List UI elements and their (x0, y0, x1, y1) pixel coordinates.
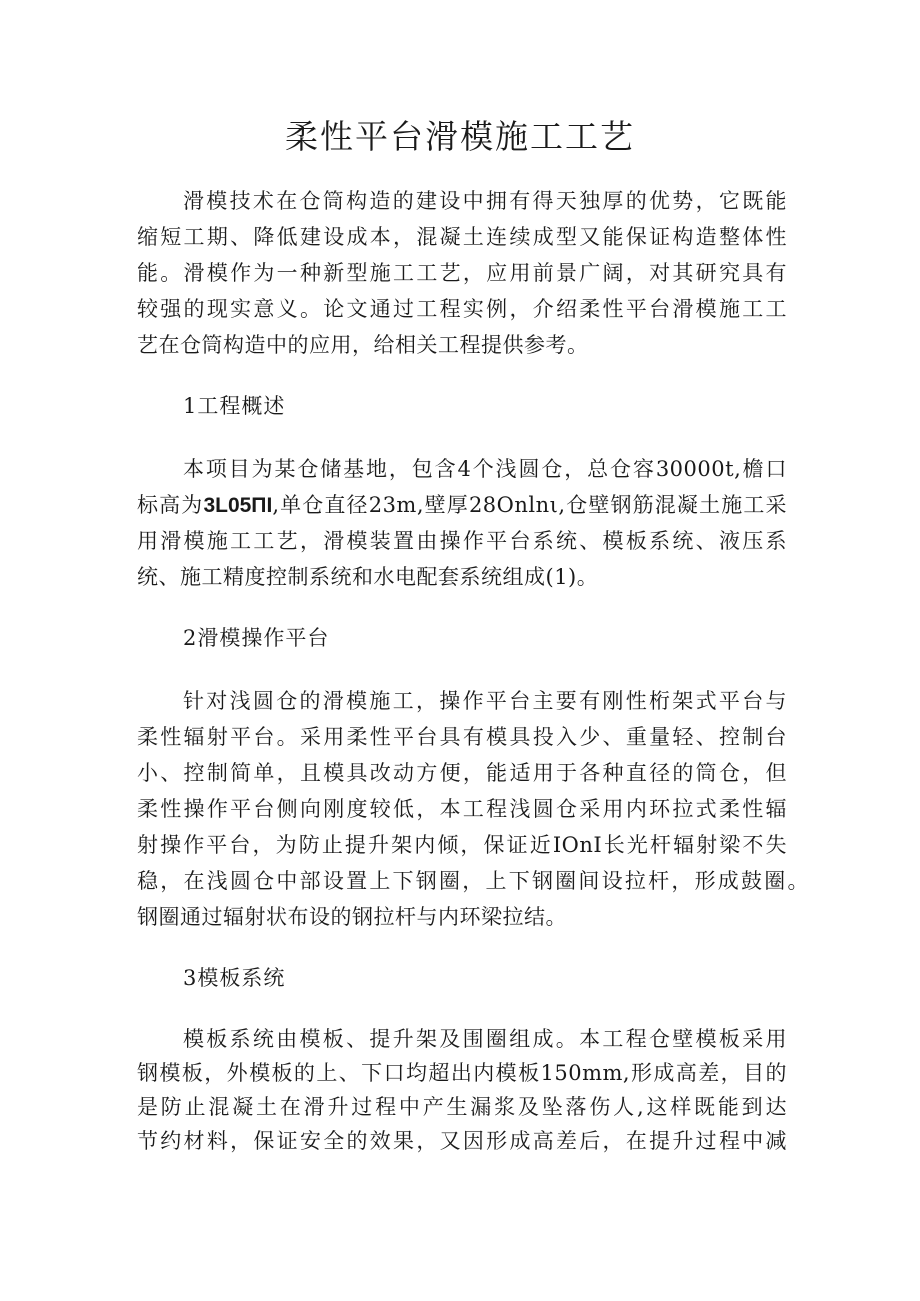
section2-line-2: 柔性辐射平台。采用柔性平台具有模具投入少、重量轻、控制台 (137, 725, 787, 749)
section1-line-2-code: 3L05ΠI (203, 494, 273, 517)
intro-line-3: 能。滑模作为一种新型施工工艺，应用前景广阔，对其研究具有 (137, 261, 787, 285)
document-title: 柔性平台滑模施工工艺 (285, 117, 635, 156)
intro-line-2: 缩短工期、降低建设成本，混凝土连续成型又能保证构造整体性 (137, 225, 787, 249)
section2-line-5: 射操作平台，为防止提升架内倾，保证近IOnI长光杆辐射梁不失 (137, 833, 787, 857)
section1-line-4: 统、施工精度控制系统和水电配套系统组成(1)。 (137, 565, 599, 589)
section3-heading: 3模板系统 (183, 966, 286, 990)
section3-line-4: 节约材料，保证安全的效果，又因形成高差后，在提升过程中减 (137, 1129, 787, 1153)
intro-line-4: 较强的现实意义。论文通过工程实例，介绍柔性平台滑模施工工 (137, 297, 787, 321)
section2-line-3: 小、控制简单，且模具改动方便，能适用于各种直径的筒仓，但 (137, 761, 787, 785)
section2-line-6: 稳，在浅圆仓中部设置上下钢圈，上下钢圈间设拉杆，形成鼓圈。 (137, 869, 809, 893)
section3-line-2: 钢模板，外模板的上、下口均超出内模板150mm,形成高差，目的 (137, 1061, 787, 1085)
section2-heading: 2滑模操作平台 (183, 626, 330, 650)
section2-line-4: 柔性操作平台侧向刚度较低，本工程浅圆仓采用内环拉式柔性辐 (137, 797, 787, 821)
intro-line-1: 滑模技术在仓筒构造的建设中拥有得天独厚的优势，它既能 (183, 189, 787, 213)
section1-line-2-post: ,单仓直径23m,壁厚28Onlnι,仓壁钢筋混凝土施工采 (272, 493, 787, 517)
section1-line-3: 用滑模施工工艺，滑模装置由操作平台系统、模板系统、液压系 (137, 529, 787, 553)
section2-line-7: 钢圈通过辐射状布设的钢拉杆与内环梁拉结。 (137, 905, 567, 929)
section1-line-2-pre: 标高为 (137, 493, 204, 517)
section3-line-1: 模板系统由模板、提升架及围圈组成。本工程仓壁模板采用 (183, 1027, 787, 1051)
section1-heading: 1工程概述 (183, 394, 286, 418)
section3-line-3: 是防止混凝土在滑升过程中产生漏浆及坠落伤人,这样既能到达 (137, 1095, 787, 1119)
intro-line-5: 艺在仓筒构造中的应用，给相关工程提供参考。 (137, 333, 589, 357)
section1-line-2 (137, 490, 787, 521)
section2-line-1: 针对浅圆仓的滑模施工，操作平台主要有刚性桁架式平台与 (183, 689, 787, 713)
section1-line-1: 本项目为某仓储基地，包含4个浅圆仓，总仓容30000t,檐口 (183, 457, 787, 481)
